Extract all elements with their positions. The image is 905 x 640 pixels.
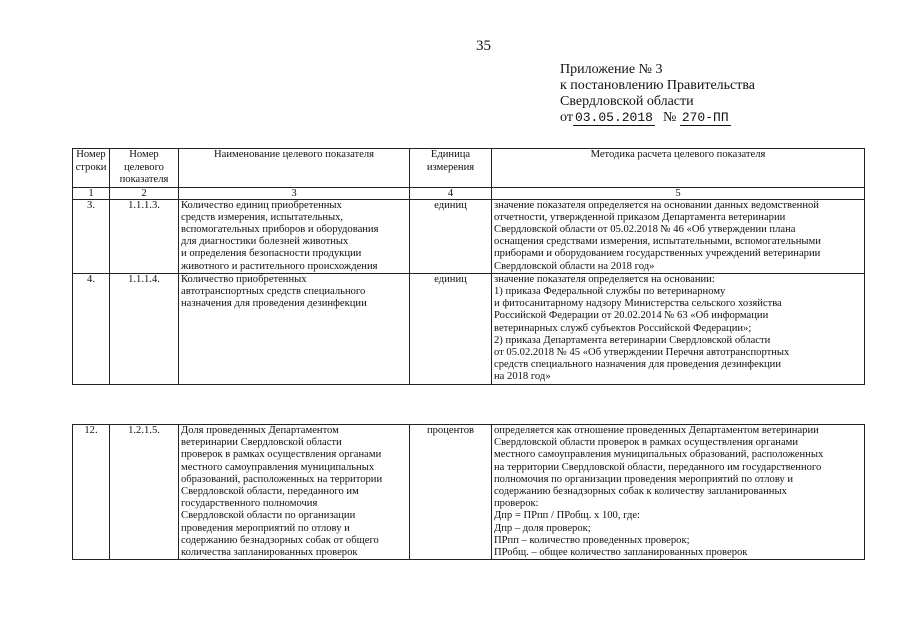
method-line: 2) приказа Департамента ветеринарии Свердловской области [494, 334, 771, 346]
indicator-name-cell [179, 199, 410, 273]
method-line: ветеринарных служб субъектов Российской Федерации»; [494, 322, 752, 334]
method-line: проверок: [494, 498, 539, 510]
annex-title: Приложение № 3 [560, 62, 663, 77]
indicator-name-line: средств измерения, испытательных, [181, 211, 344, 223]
method-line: Свердловской области от 05.02.2018 № 46 «Об утверждении плана [494, 223, 796, 235]
table-row [73, 425, 865, 560]
indicator-name-line: проверок в рамках осуществления органами [181, 449, 382, 461]
indicator-name-line: образований, расположенных на территории [181, 473, 383, 485]
header-indicator-number: Номер целевого показателя [110, 149, 179, 188]
indicator-name-line: Свердловской области, переданного им [181, 486, 359, 498]
indicator-name-line: Количество приобретенных [181, 273, 307, 285]
header-row-number: Номер строки [73, 149, 110, 188]
indicator-name-line: содержанию безнадзорных собак от общего [181, 534, 379, 546]
table-header-row [73, 149, 865, 188]
method-line: содержанию безнадзорных собак к количеству запланированных [494, 486, 787, 498]
indicator-name-line: проведения мероприятий по отлову и [181, 522, 350, 534]
indicator-name-line: количества запланированных проверок [181, 547, 358, 559]
annex-region-line: Свердловской области [560, 94, 694, 109]
method-line: Дпр = ПРпп / ПРобщ. х 100, где: [494, 510, 640, 522]
page-number: 35 [476, 38, 491, 54]
method-line: Российской Федерации от 20.02.2014 № 63 «Об информации [494, 310, 769, 322]
method-line: ПРпп – количество проведенных проверок; [494, 534, 690, 546]
method-cell [492, 425, 865, 560]
row-number-cell: 3. [73, 199, 110, 273]
resolution-number: 270-ПП [681, 110, 729, 125]
column-number: 2 [110, 187, 179, 199]
indicator-name-line: Доля проведенных Департаментом [181, 425, 339, 436]
indicator-name-cell [179, 425, 410, 560]
indicator-code-cell: 1.2.1.5. [110, 425, 179, 560]
method-line: значение показателя определяется на основании данных ведомственной [494, 199, 819, 211]
row-number-cell: 4. [73, 273, 110, 384]
indicator-name-line: Свердловской области по организации [181, 510, 356, 522]
method-line: местного самоуправления муниципальных образований, расположенных [494, 449, 824, 461]
method-line: оснащения средствами измерения, испытательными, вспомогательными [494, 236, 821, 248]
method-line: ПРобщ. – общее количество запланированных проверок [494, 547, 748, 559]
indicator-name-line: местного самоуправления муниципальных [181, 461, 375, 473]
annex-header [560, 62, 755, 126]
method-line: Дпр – доля проверок; [494, 522, 591, 534]
resolution-date: 03.05.2018 [574, 110, 653, 125]
indicator-name-line: и определения безопасности продукции [181, 248, 362, 260]
column-number: 3 [179, 187, 410, 199]
table-row [73, 273, 865, 384]
date-prefix: от [560, 110, 573, 125]
indicator-code-cell: 1.1.1.3. [110, 199, 179, 273]
header-unit: Единица измерения [410, 149, 492, 188]
method-cell [492, 273, 865, 384]
method-line: приборами и оборудованием государственных учреждений ветеринарии [494, 248, 821, 260]
indicator-name-line: животного и растительного происхождения [181, 260, 378, 272]
unit-cell: единиц [410, 199, 492, 273]
column-number: 5 [492, 187, 865, 199]
indicator-code-cell: 1.1.1.4. [110, 273, 179, 384]
unit-cell: единиц [410, 273, 492, 384]
indicator-name-cell [179, 273, 410, 384]
indicator-name-line: для диагностики болезней животных [181, 236, 349, 248]
annex-resolution-line: к постановлению Правительства [560, 78, 756, 93]
unit-cell: процентов [410, 425, 492, 560]
method-line: на 2018 год» [494, 371, 551, 383]
method-line: и фитосанитарному надзору Министерства сельского хозяйства [494, 298, 782, 310]
method-line: средств специального назначения для проведения дезинфекции [494, 359, 782, 371]
column-number: 4 [410, 187, 492, 199]
indicator-name-line: государственного полномочия [181, 498, 318, 510]
row-number-cell: 12. [73, 425, 110, 560]
method-line: 1) приказа Федеральной службы по ветеринарному [494, 285, 726, 297]
indicators-table [72, 148, 865, 385]
indicator-name-line: автотранспортных средств специального [181, 285, 366, 297]
header-indicator-name: Наименование целевого показателя [179, 149, 410, 188]
method-line: от 05.02.2018 № 45 «Об утверждении Перечня автотранспортных [494, 346, 790, 358]
column-number-row [73, 187, 865, 199]
method-line: определяется как отношение проведенных Департаментом ветеринарии [494, 425, 819, 436]
table-row [73, 199, 865, 273]
method-cell [492, 199, 865, 273]
indicator-name-line: назначения для проведения дезинфекции [181, 298, 367, 310]
indicator-name-line: ветеринарии Свердловской области [181, 437, 342, 449]
column-number: 1 [73, 187, 110, 199]
number-prefix: № [662, 110, 677, 125]
header-method: Методика расчета целевого показателя [492, 149, 865, 188]
indicators-table-continued [72, 424, 865, 560]
indicator-name-line: вспомогательных приборов и оборудования [181, 223, 379, 235]
method-line: отчетности, утвержденной приказом Департамента ветеринарии [494, 211, 786, 223]
method-line: Свердловской области проверок в рамках осуществления органами [494, 437, 799, 449]
method-line: значение показателя определяется на основании: [494, 273, 715, 285]
method-line: на территории Свердловской области, переданного им государственного [494, 461, 822, 473]
annex-date-line [560, 110, 755, 126]
method-line: полномочия по организации проведения мероприятий по отлову и [494, 473, 794, 485]
indicator-name-line: Количество единиц приобретенных [181, 199, 342, 211]
method-line: Свердловской области на 2018 год» [494, 260, 655, 272]
